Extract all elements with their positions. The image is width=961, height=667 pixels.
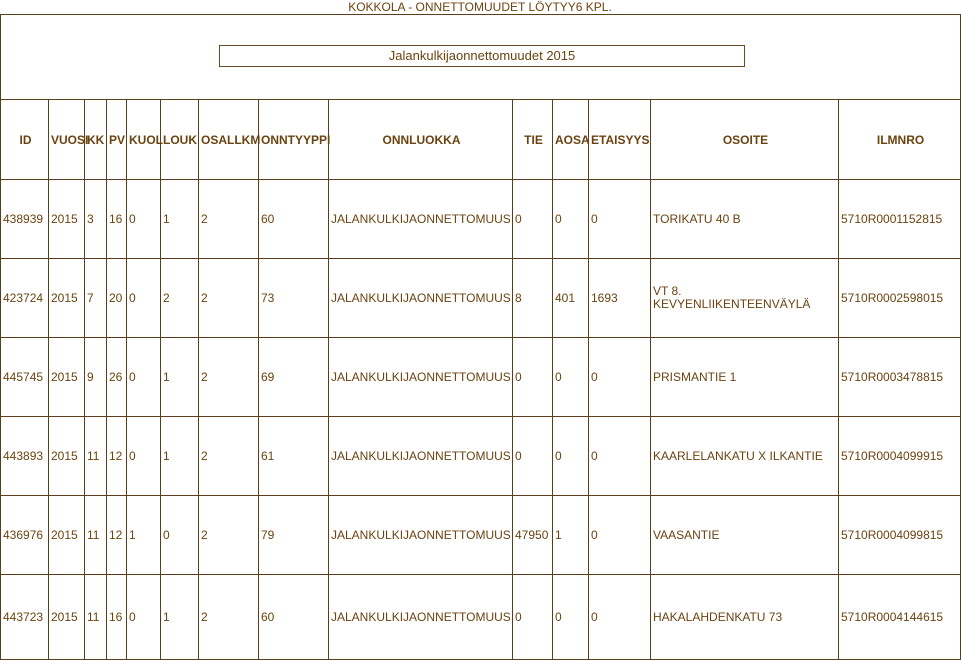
table-row	[1, 496, 961, 575]
column-header: LOUK	[161, 100, 199, 180]
table-cell: 79	[259, 496, 329, 575]
table-cell: 445745	[1, 338, 49, 417]
column-header: OSOITE	[651, 100, 839, 180]
column-header: VUOSI	[49, 100, 85, 180]
table-cell: 12	[107, 496, 127, 575]
table-row	[1, 575, 961, 660]
table-cell: 0	[513, 417, 553, 496]
table-cell: 1693	[589, 259, 651, 338]
table-cell: 1	[161, 417, 199, 496]
table-cell: 2	[199, 417, 259, 496]
table-cell: 5710R0003478815	[839, 338, 961, 417]
table-row	[1, 417, 961, 496]
table-cell: TORIKATU 40 B	[651, 180, 839, 259]
column-header: KK	[85, 100, 107, 180]
table-cell: JALANKULKIJAONNETTOMUUS	[329, 259, 513, 338]
table-cell: 1	[161, 180, 199, 259]
table-cell: 69	[259, 338, 329, 417]
table-cell: 0	[127, 338, 161, 417]
table-cell: 0	[161, 496, 199, 575]
table-cell: 2	[199, 180, 259, 259]
table-cell: 0	[589, 575, 651, 660]
column-header: AOSA	[553, 100, 589, 180]
table-cell: JALANKULKIJAONNETTOMUUS	[329, 180, 513, 259]
table-cell: JALANKULKIJAONNETTOMUUS	[329, 575, 513, 660]
table-cell: 401	[553, 259, 589, 338]
table-cell: 2	[161, 259, 199, 338]
table-cell: 0	[589, 496, 651, 575]
table-cell: 5710R0004099915	[839, 417, 961, 496]
table-cell: 436976	[1, 496, 49, 575]
table-cell: 1	[161, 338, 199, 417]
table-cell: 443893	[1, 417, 49, 496]
table-cell: 0	[513, 180, 553, 259]
column-header: OSALLKM	[199, 100, 259, 180]
table-cell: 5710R0001152815	[839, 180, 961, 259]
table-cell: 0	[127, 417, 161, 496]
table-row	[1, 180, 961, 259]
table-cell: 2	[199, 575, 259, 660]
table-cell: 0	[553, 575, 589, 660]
table-cell: VT 8. KEVYENLIIKENTEENVÄYLÄ	[651, 259, 839, 338]
table-cell: JALANKULKIJAONNETTOMUUS	[329, 417, 513, 496]
table-cell: 1	[553, 496, 589, 575]
table-cell: 0	[589, 180, 651, 259]
table-cell: JALANKULKIJAONNETTOMUUS	[329, 338, 513, 417]
page-title: KOKKOLA - ONNETTOMUUDET LÖYTYY6 KPL.	[348, 0, 612, 14]
table-cell: 47950	[513, 496, 553, 575]
table-cell: 0	[553, 417, 589, 496]
table-cell: 438939	[1, 180, 49, 259]
table-cell: KAARLELANKATU X ILKANTIE	[651, 417, 839, 496]
header-row	[1, 100, 961, 180]
table-cell: 0	[553, 180, 589, 259]
table-cell: 2015	[49, 180, 85, 259]
table-cell: 11	[85, 417, 107, 496]
table-cell: 73	[259, 259, 329, 338]
column-header: ONNLUOKKA	[329, 100, 513, 180]
table-cell: 8	[513, 259, 553, 338]
table-cell: 12	[107, 417, 127, 496]
table-cell: 5710R0002598015	[839, 259, 961, 338]
report-subtitle: Jalankulkijaonnettomuudet 2015	[219, 45, 745, 67]
table-row	[1, 259, 961, 338]
table-cell: JALANKULKIJAONNETTOMUUS	[329, 496, 513, 575]
table-cell: 0	[589, 338, 651, 417]
table-cell: HAKALAHDENKATU 73	[651, 575, 839, 660]
table-cell: 7	[85, 259, 107, 338]
table-cell: 11	[85, 575, 107, 660]
table-cell: 26	[107, 338, 127, 417]
column-header: TIE	[513, 100, 553, 180]
column-header: ID	[1, 100, 49, 180]
accident-table	[0, 14, 961, 660]
table-cell: 5710R0004099815	[839, 496, 961, 575]
table-cell: 60	[259, 180, 329, 259]
table-cell: 0	[513, 338, 553, 417]
table-cell: 1	[127, 496, 161, 575]
table-cell: PRISMANTIE 1	[651, 338, 839, 417]
table-cell: 2	[199, 338, 259, 417]
table-cell: 2015	[49, 417, 85, 496]
table-cell: 0	[553, 338, 589, 417]
table-cell: 16	[107, 180, 127, 259]
table-cell: VAASANTIE	[651, 496, 839, 575]
table-cell: 1	[161, 575, 199, 660]
column-header: ONNTYYPPI	[259, 100, 329, 180]
table-cell: 2	[199, 496, 259, 575]
table-cell: 0	[513, 575, 553, 660]
table-cell: 443723	[1, 575, 49, 660]
table-cell: 61	[259, 417, 329, 496]
table-cell: 0	[589, 417, 651, 496]
title-row	[1, 15, 961, 100]
table-cell: 11	[85, 496, 107, 575]
table-cell: 0	[127, 575, 161, 660]
table-cell: 9	[85, 338, 107, 417]
column-header: PV	[107, 100, 127, 180]
table-cell: 20	[107, 259, 127, 338]
table-cell: 2015	[49, 338, 85, 417]
table-cell: 2015	[49, 496, 85, 575]
table-cell: 0	[127, 259, 161, 338]
table-cell: 0	[127, 180, 161, 259]
table-cell: 16	[107, 575, 127, 660]
table-row	[1, 338, 961, 417]
column-header: ILMNRO	[839, 100, 961, 180]
table-cell: 2015	[49, 575, 85, 660]
column-header: KUOL	[127, 100, 161, 180]
title-cell	[1, 15, 961, 100]
table-cell: 2	[199, 259, 259, 338]
table-cell: 5710R0004144615	[839, 575, 961, 660]
table-cell: 423724	[1, 259, 49, 338]
table-cell: 3	[85, 180, 107, 259]
table-cell: 60	[259, 575, 329, 660]
table-cell: 2015	[49, 259, 85, 338]
column-header: ETAISYYS	[589, 100, 651, 180]
